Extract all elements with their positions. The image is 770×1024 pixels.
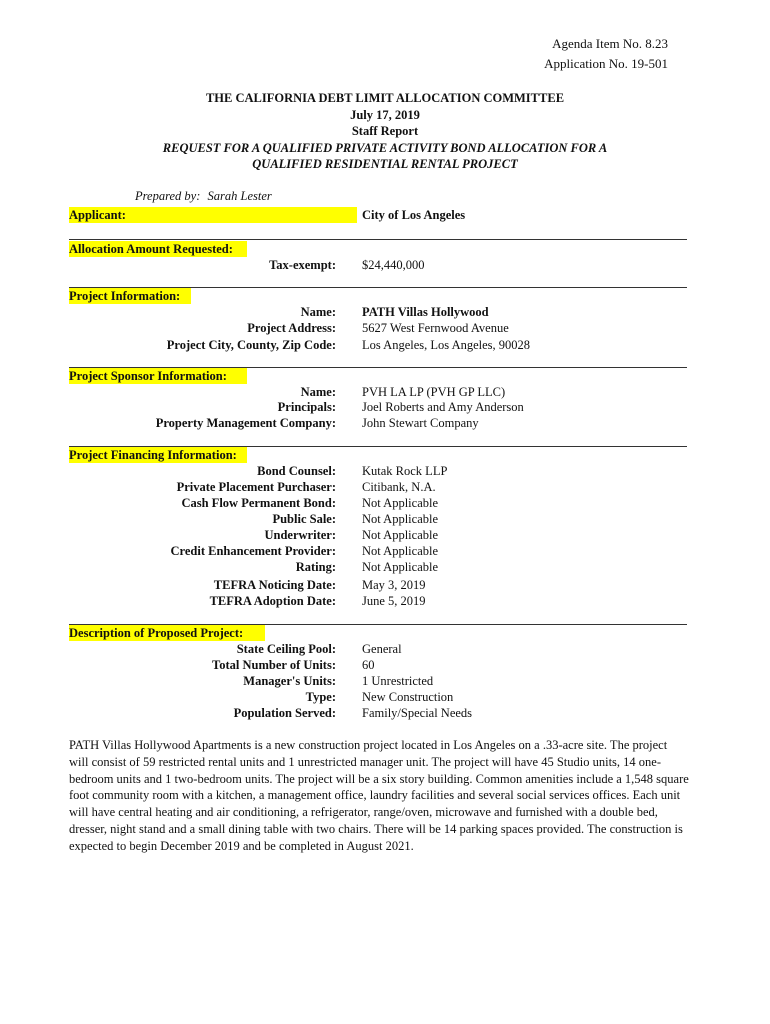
request-title-line2: QUALIFIED RESIDENTIAL RENTAL PROJECT — [252, 157, 518, 171]
public-sale-label: Public Sale: — [272, 512, 336, 526]
financing-section-label: Project Financing Information: — [69, 447, 247, 463]
underwriter-label: Underwriter: — [264, 528, 336, 542]
description-section-label: Description of Proposed Project: — [69, 625, 265, 641]
prepared-by — [135, 189, 272, 204]
project-name-label: Name: — [300, 305, 336, 319]
credit-enhancement-value: Not Applicable — [362, 544, 439, 558]
request-title-line1: REQUEST FOR A QUALIFIED PRIVATE ACTIVITY BOND ALLOCATION FOR A — [162, 140, 608, 155]
agenda-item-number: 8.23 — [645, 36, 668, 51]
tefra-adoption-value: June 5, 2019 — [362, 594, 426, 608]
population-served-label: Population Served: — [233, 706, 336, 720]
report-date: July 17, 2019 — [350, 107, 420, 122]
applicant-value: City of Los Angeles — [362, 208, 466, 222]
prepared-by-label: Prepared by: — [135, 189, 201, 203]
state-ceiling-pool-value: General — [362, 642, 402, 656]
tefra-adoption-label: TEFRA Adoption Date: — [209, 594, 336, 608]
tefra-noticing-value: May 3, 2019 — [362, 578, 426, 592]
divider — [69, 239, 687, 240]
cash-flow-bond-value: Not Applicable — [362, 496, 439, 510]
project-city-value: Los Angeles, Los Angeles, 90028 — [362, 338, 531, 352]
total-units-label: Total Number of Units: — [212, 658, 336, 672]
report-title — [0, 90, 770, 173]
private-placement-value: Citibank, N.A. — [362, 480, 436, 494]
rating-label: Rating: — [295, 560, 336, 574]
total-units-value: 60 — [362, 658, 375, 672]
application-number: 19-501 — [631, 56, 668, 71]
sponsor-name-label: Name: — [300, 385, 336, 399]
sponsor-name-value: PVH LA LP (PVH GP LLC) — [362, 385, 506, 399]
agenda-item-line — [0, 34, 668, 54]
report-type: Staff Report — [351, 124, 419, 138]
credit-enhancement-label: Credit Enhancement Provider: — [170, 544, 336, 558]
project-address-value: 5627 West Fernwood Avenue — [362, 321, 509, 335]
rating-value: Not Applicable — [362, 560, 439, 574]
bond-counsel-value: Kutak Rock LLP — [362, 464, 448, 478]
principals-value: Joel Roberts and Amy Anderson — [362, 400, 524, 414]
project-description-paragraph: PATH Villas Hollywood Apartments is a new construction project located in Los Angeles on a .33-acre site. The project will consist of 59 restricted rental units and 1 unrestricted manager unit. The project will have 45 Studio units, 14 one-bedroom units and 1 two-bedroom units. The project will be a six story building. Common amenities include a 1,548 square foot community room with a kitchen, a management office, laundry facilities and several social services offices. Each unit will have central heating and air conditioning, a refrigerator, range/oven, microwave and furnished with a double bed, dresser, night stand and a small dining table with two chairs. There will be 14 parking spaces provided. The construction is expected to begin December 2019 and be completed in August 2021. — [69, 738, 689, 853]
cash-flow-bond-label: Cash Flow Permanent Bond: — [181, 496, 336, 510]
managers-units-value: 1 Unrestricted — [362, 674, 434, 688]
bond-counsel-label: Bond Counsel: — [257, 464, 336, 478]
project-address-label: Project Address: — [247, 321, 336, 335]
managers-units-label: Manager's Units: — [243, 674, 336, 688]
tax-exempt-value: $24,440,000 — [362, 258, 425, 272]
committee-name: THE CALIFORNIA DEBT LIMIT ALLOCATION COMMITTEE — [205, 91, 565, 105]
tefra-noticing-label: TEFRA Noticing Date: — [213, 578, 336, 592]
application-label: Application No. — [544, 56, 628, 71]
type-label: Type: — [305, 690, 336, 704]
agenda-item-label: Agenda Item No. — [552, 36, 642, 51]
allocation-section-label: Allocation Amount Requested: — [69, 241, 247, 257]
property-management-label: Property Management Company: — [155, 416, 336, 430]
public-sale-value: Not Applicable — [362, 512, 439, 526]
property-management-value: John Stewart Company — [362, 416, 479, 430]
state-ceiling-pool-label: State Ceiling Pool: — [236, 642, 336, 656]
sponsor-section-label: Project Sponsor Information: — [69, 368, 247, 384]
applicant-label: Applicant: — [69, 207, 357, 223]
project-name-value: PATH Villas Hollywood — [362, 305, 489, 319]
application-number-line — [0, 54, 668, 74]
private-placement-label: Private Placement Purchaser: — [176, 480, 336, 494]
project-city-label: Project City, County, Zip Code: — [166, 338, 336, 352]
population-served-value: Family/Special Needs — [362, 706, 473, 720]
tax-exempt-label: Tax-exempt: — [269, 258, 336, 272]
project-info-section-label: Project Information: — [69, 288, 191, 304]
principals-label: Principals: — [277, 400, 336, 414]
prepared-by-name: Sarah Lester — [207, 189, 272, 203]
type-value: New Construction — [362, 690, 454, 704]
underwriter-value: Not Applicable — [362, 528, 439, 542]
